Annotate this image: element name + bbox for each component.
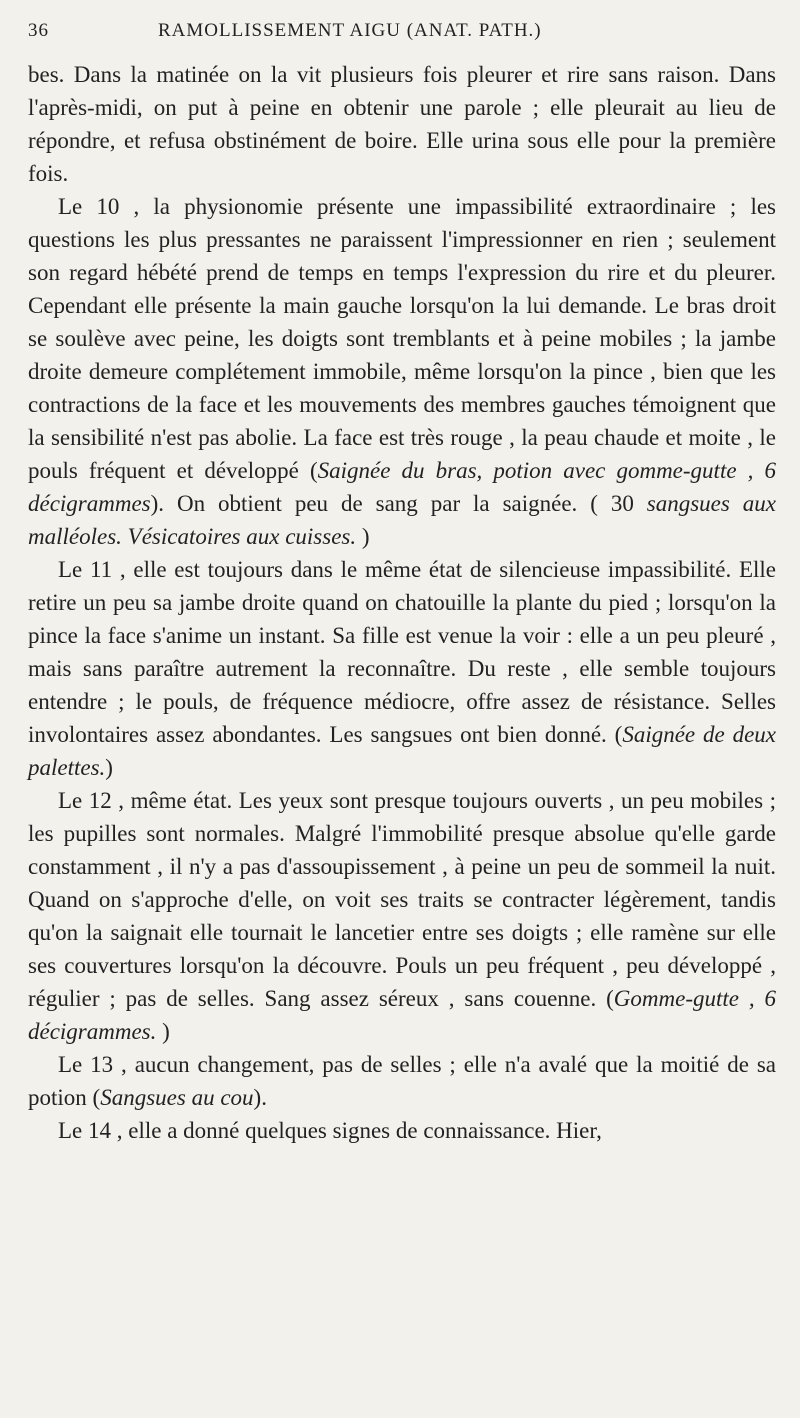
paragraph: [28, 784, 776, 1048]
text-run: Le 11 , elle est toujours dans le même état de silencieuse impassibilité. Elle retire un peu sa jambe droite quand on chatouille la plante du pied ; lorsqu'on la pince la face s'anime un instant. Sa fille est venue la voir : elle a un peu pleuré , mais sans paraître autrement la reconnaître. Du reste , elle semble toujours entendre ; le pouls, de fréquence médiocre, offre assez de résistance. Selles involontaires assez abondantes. Les sangsues ont bien donné. (: [28, 557, 776, 747]
paragraph: [28, 190, 776, 553]
running-title: RAMOLLISSEMENT AIGU (ANAT. PATH.): [158, 20, 542, 41]
text-run: Le 13 , aucun changement, pas de selles ; elle n'a avalé que la moitié de sa potion (: [28, 1052, 776, 1110]
text-run: ): [356, 524, 370, 549]
italic-text: sangsues aux malléoles. Vésicatoires aux cuisses.: [28, 491, 776, 549]
italic-text: Saignée de deux palettes.: [28, 722, 776, 780]
italic-text: Gomme-gutte , 6 décigrammes.: [28, 986, 776, 1044]
page-body: [28, 58, 776, 1147]
text-run: ): [105, 755, 113, 780]
text-run: Le 14 , elle a donné quelques signes de connaissance. Hier,: [58, 1118, 602, 1143]
paragraph: [28, 58, 776, 190]
page-number: 36: [28, 20, 49, 41]
paragraph: [28, 1048, 776, 1114]
italic-text: Sangsues au cou: [100, 1085, 254, 1110]
text-run: ): [156, 1019, 170, 1044]
text-run: ). On obtient peu de sang par la saignée. ( 30: [150, 491, 647, 516]
italic-text: Saignée du bras, potion avec gomme-gutte , 6 décigrammes: [28, 458, 776, 516]
running-header: [28, 18, 768, 58]
paragraph: [28, 1114, 776, 1147]
text-run: Le 10 , la physionomie présente une impassibilité extraordinaire ; les questions les plus pressantes ne paraissent l'impressionner en rien ; seulement son regard hébété prend de temps en temps l'expression du rire et du pleurer. Cependant elle présente la main gauche lorsqu'on la lui demande. Le bras droit se soulève avec peine, les doigts sont tremblants et à peine mobiles ; la jambe droite demeure complétement immobile, même lorsqu'on la pince , bien que les contractions de la face et les mouvements des membres gauches témoignent que la sensibilité n'est pas abolie. La face est très rouge , la peau chaude et moite , le pouls fréquent et développé (: [28, 194, 776, 483]
paragraph: [28, 553, 776, 784]
text-run: ).: [253, 1085, 267, 1110]
text-run: bes. Dans la matinée on la vit plusieurs fois pleurer et rire sans raison. Dans l'après-midi, on put à peine en obtenir une parole ; elle pleurait au lieu de répondre, et refusa obstinément de boire. Elle urina sous elle pour la première fois.: [28, 62, 776, 186]
text-run: Le 12 , même état. Les yeux sont presque toujours ouverts , un peu mobiles ; les pupilles sont normales. Malgré l'immobilité presque absolue qu'elle garde constamment , il n'y a pas d'assoupissement , à peine un peu de sommeil la nuit. Quand on s'approche d'elle, on voit ses traits se contracter légèrement, tandis qu'on la saignait elle tournait le lancetier entre ses doigts ; elle ramène sur elle ses couvertures lorsqu'on la découvre. Pouls un peu fréquent , peu développé , régulier ; pas de selles. Sang assez séreux , sans couenne. (: [28, 788, 776, 1011]
